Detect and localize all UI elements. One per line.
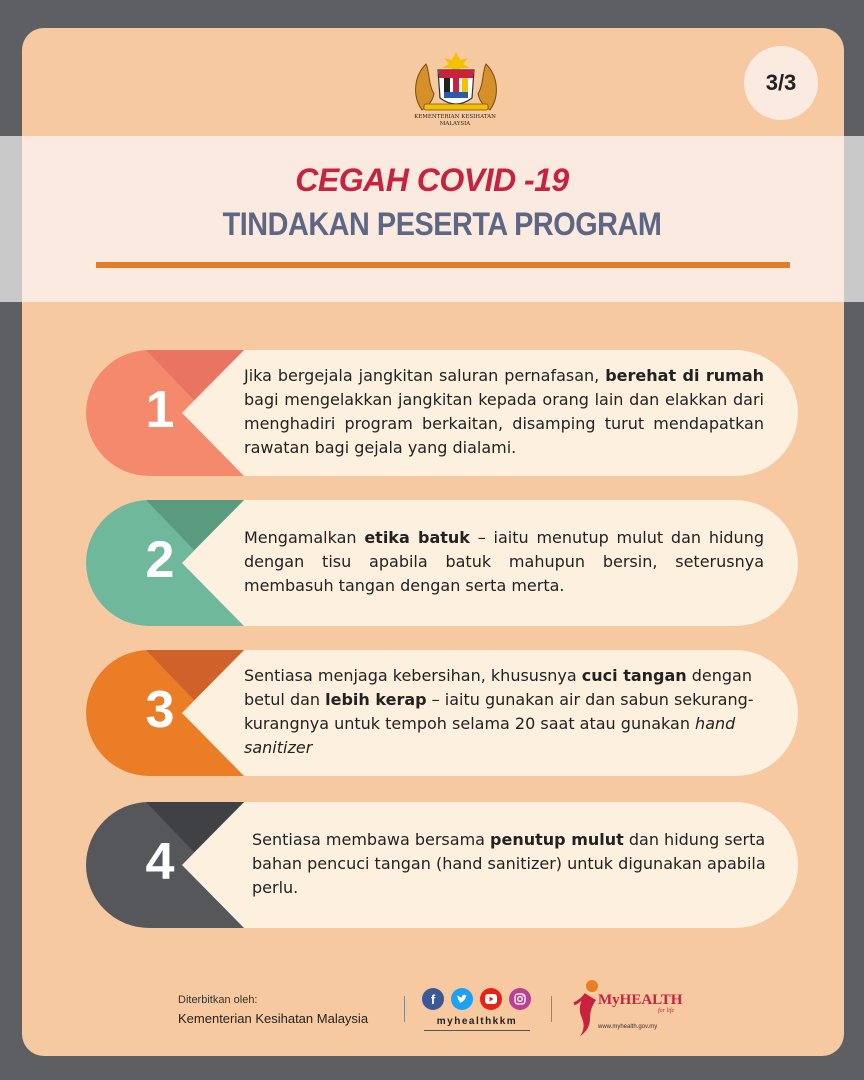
step-number: 1 xyxy=(145,381,175,439)
publisher-name: Kementerian Kesihatan Malaysia xyxy=(178,1011,369,1026)
step-item-3 xyxy=(86,650,798,776)
step-item-1 xyxy=(86,350,798,476)
page-indicator-badge: 3/3 xyxy=(744,46,818,120)
step-item-4 xyxy=(86,802,798,928)
twitter-icon[interactable] xyxy=(451,988,473,1010)
published-by-label: Diterbitkan oleh: xyxy=(178,994,258,1006)
step-description: Mengamalkan etika batuk – iaitu menutup mulut dan hidung dengan tisu apabila batuk mahupun bersin, seterusnya membasuh tangan dengan serta merta. xyxy=(244,528,764,595)
footer-divider xyxy=(404,996,405,1022)
step-description: Jika bergejala jangkitan saluran pernafasan, berehat di rumah bagi mengelakkan jangkitan kepada orang lain dan elakkan dari menghadiri program berkaitan, disamping turut mendapatkan rawatan bagi gejala yang dialami. xyxy=(244,366,765,457)
title-underline xyxy=(96,262,790,268)
youtube-icon[interactable] xyxy=(480,988,502,1010)
page-title: CEGAH COVID -19 xyxy=(295,162,569,198)
page-subtitle: TINDAKAN PESERTA PROGRAM xyxy=(222,206,662,242)
myhealth-url: www.myhealth.gov.my xyxy=(598,1024,658,1030)
crest-caption: KEMENTERIAN KESIHATAN MALAYSIA xyxy=(414,114,496,127)
step-number: 3 xyxy=(145,681,175,739)
instagram-icon[interactable] xyxy=(509,988,531,1010)
step-number: 4 xyxy=(145,833,175,891)
footer-divider xyxy=(551,996,552,1022)
myhealth-logo xyxy=(572,978,682,1040)
myhealth-tagline: for life xyxy=(658,1008,675,1014)
myhealth-brand: MyHEALTH xyxy=(598,992,683,1008)
coat-of-arms-logo xyxy=(408,50,504,114)
step-item-2 xyxy=(86,500,798,626)
social-handle[interactable]: myhealthkkm xyxy=(436,1016,518,1027)
facebook-icon[interactable]: f xyxy=(422,988,444,1010)
social-media-group xyxy=(420,988,534,1032)
step-description: Sentiasa membawa bersama penutup mulut dan hidung serta bahan pencuci tangan (hand sanitizer) untuk digunakan apabila perlu. xyxy=(252,830,766,897)
step-description: Sentiasa menjaga kebersihan, khususnya cuci tangan dengan betul dan lebih kerap – iaitu gunakan air dan sabun sekurang- kurangnya untuk tempoh selama 20 saat atau gunakan hand sanitizer xyxy=(244,666,754,757)
step-number: 2 xyxy=(145,531,175,589)
